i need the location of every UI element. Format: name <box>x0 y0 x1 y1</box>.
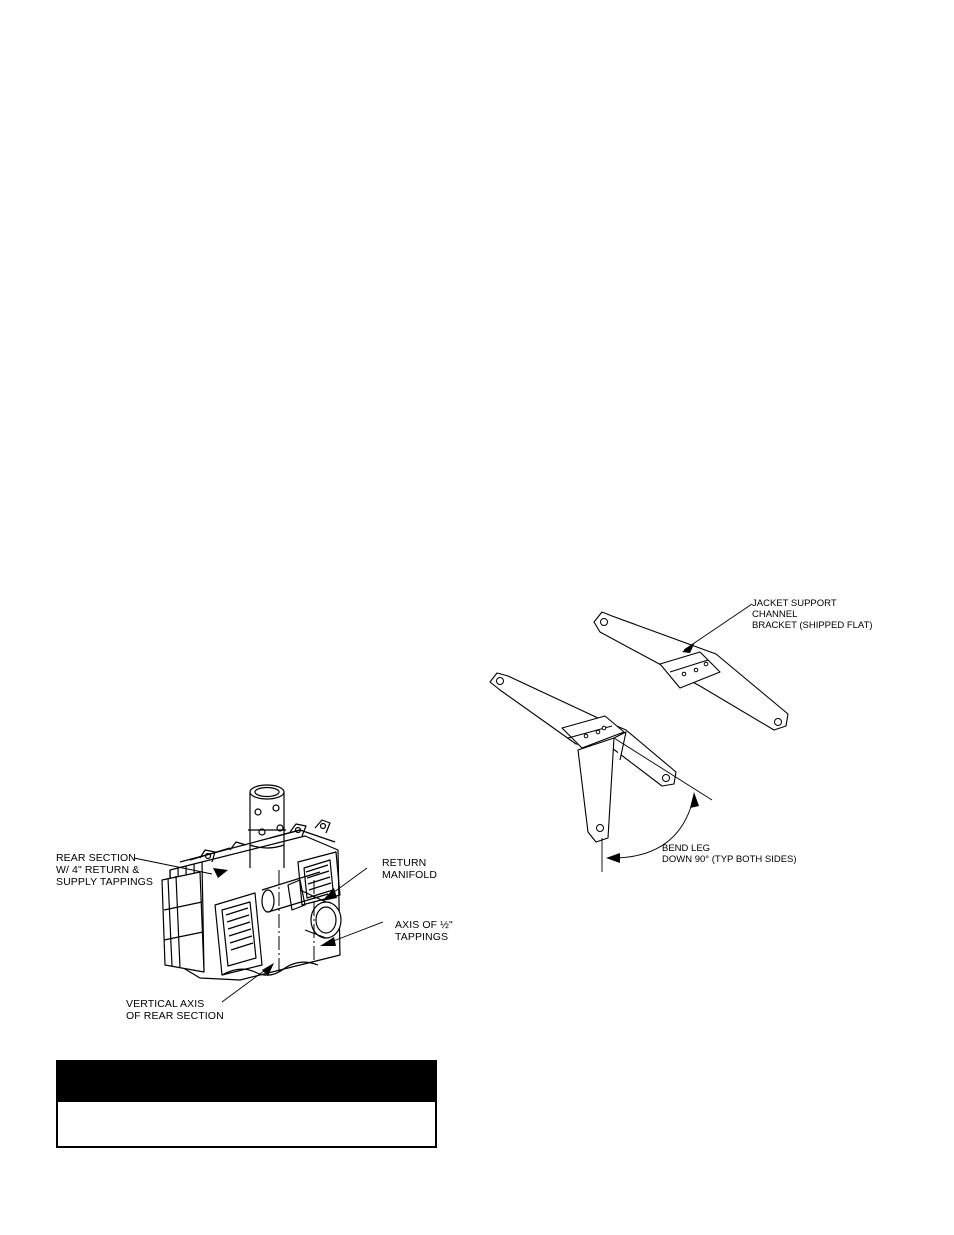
vertical-axis-label: VERTICAL AXIS OF REAR SECTION <box>126 998 224 1022</box>
jacket-support-bracket-label: JACKET SUPPORT CHANNEL BRACKET (SHIPPED FLAT) <box>752 598 873 631</box>
return-manifold-label: RETURN MANIFOLD <box>382 857 438 881</box>
bend-leg-label: BEND LEG DOWN 90° (TYP BOTH SIDES) <box>662 843 797 865</box>
notice-box <box>56 1060 437 1148</box>
notice-box-header <box>58 1062 435 1102</box>
axis-of-tappings-label: AXIS OF ½" TAPPINGS <box>395 919 453 943</box>
rear-section-label: REAR SECTION W/ 4" RETURN & SUPPLY TAPPINGS <box>56 852 154 888</box>
